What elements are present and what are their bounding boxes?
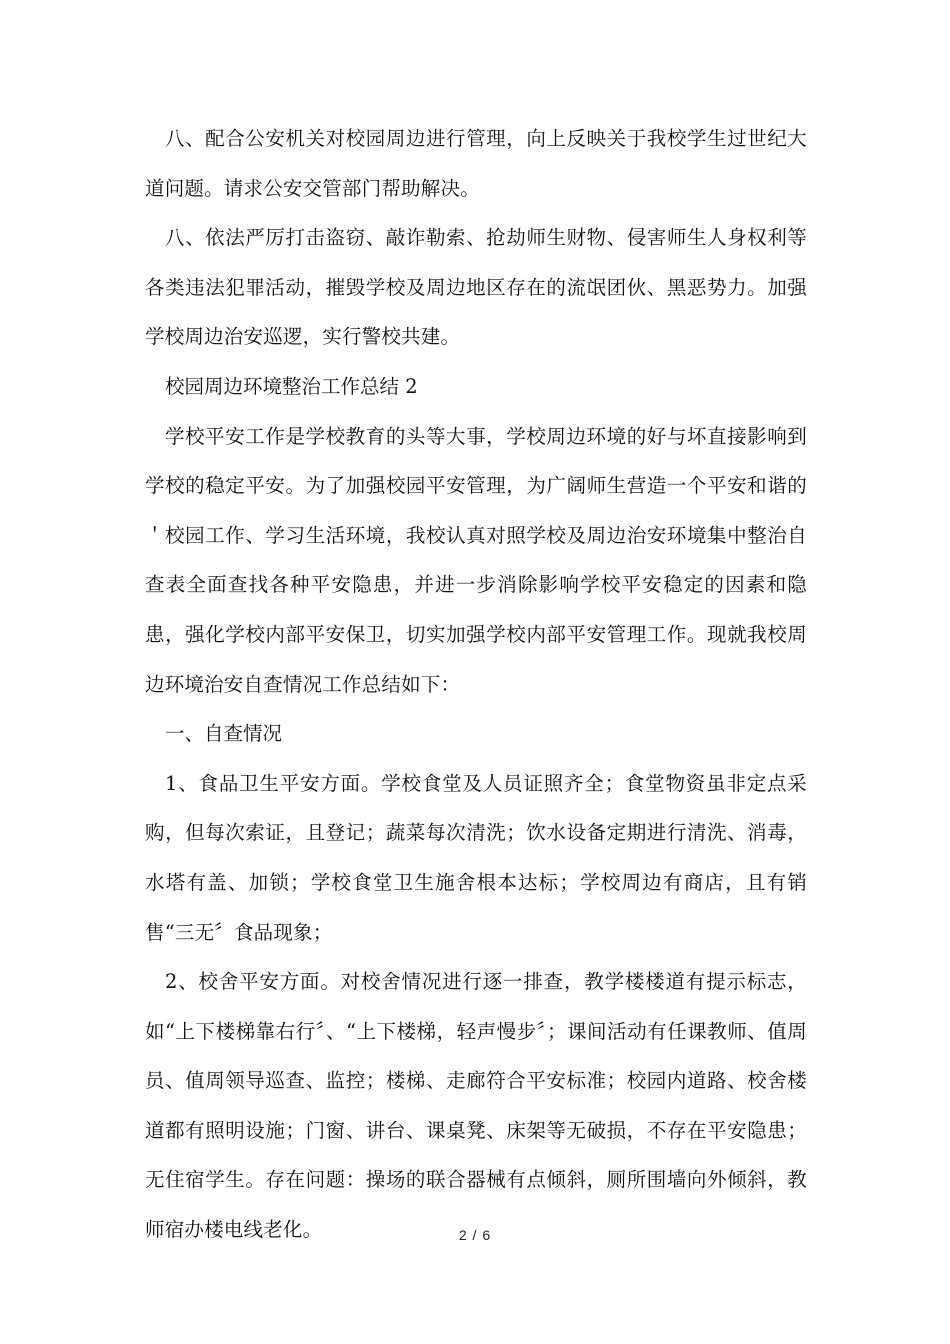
section-title: 校园周边环境整治工作总结 2 [165, 374, 418, 398]
paragraph-food-safety: 1、食品卫生平安方面。学校食堂及人员证照齐全；食堂物资虽非定点采购，但每次索证，且登记；蔬菜每次清洗；饮水设备定期进行清洗、消毒，水塔有盖、加锁；学校食堂卫生施舍根本达标；学校周边有商店，且有销售“三无〞食品现象； [145, 771, 807, 944]
page-number: 2 / 6 [458, 1227, 492, 1243]
paragraph-building-safety: 2、校舍平安方面。对校舍情况进行逐一排查，教学楼楼道有提示标志，如“上下楼梯靠右行〞、“上下楼梯，轻声慢步〞；课间活动有任课教师、值周员、值周领导巡查、监控；楼梯、走廊符合平安标准；校园内道路、校舍楼道都有照明设施；门窗、讲台、课桌凳、床架等无破损，不存在平安隐患；无住宿学生。存在问题：操场的联合器械有点倾斜，厕所围墙向外倾斜，教师宿办楼电线老化。 [145, 970, 807, 1242]
subsection-heading: 一、自查情况 [165, 722, 283, 746]
document-body [145, 114, 807, 1255]
paragraph-police-cooperation: 八、配合公安机关对校园周边进行管理，向上反映关于我校学生过世纪大道问题。请求公安交管部门帮助解决。 [145, 127, 807, 200]
paragraph-crime-crackdown: 八、依法严厉打击盗窃、敲诈勒索、抢劫师生财物、侵害师生人身权利等各类违法犯罪活动，摧毁学校及周边地区存在的流氓团伙、黑恶势力。加强学校周边治安巡逻，实行警校共建。 [145, 226, 807, 349]
paragraph-introduction: 学校平安工作是学校教育的头等大事，学校周边环境的好与坏直接影响到学校的稳定平安。为了加强校园平安管理，为广阔师生营造一个平安和谐的＇校园工作、学习生活环境，我校认真对照学校及周边治安环境集中整治自查表全面查找各种平安隐患，并进一步消除影响学校平安稳定的因素和隐患，强化学校内部平安保卫，切实加强学校内部平安管理工作。现就我校周边环境治安自查情况工作总结如下： [145, 424, 807, 696]
